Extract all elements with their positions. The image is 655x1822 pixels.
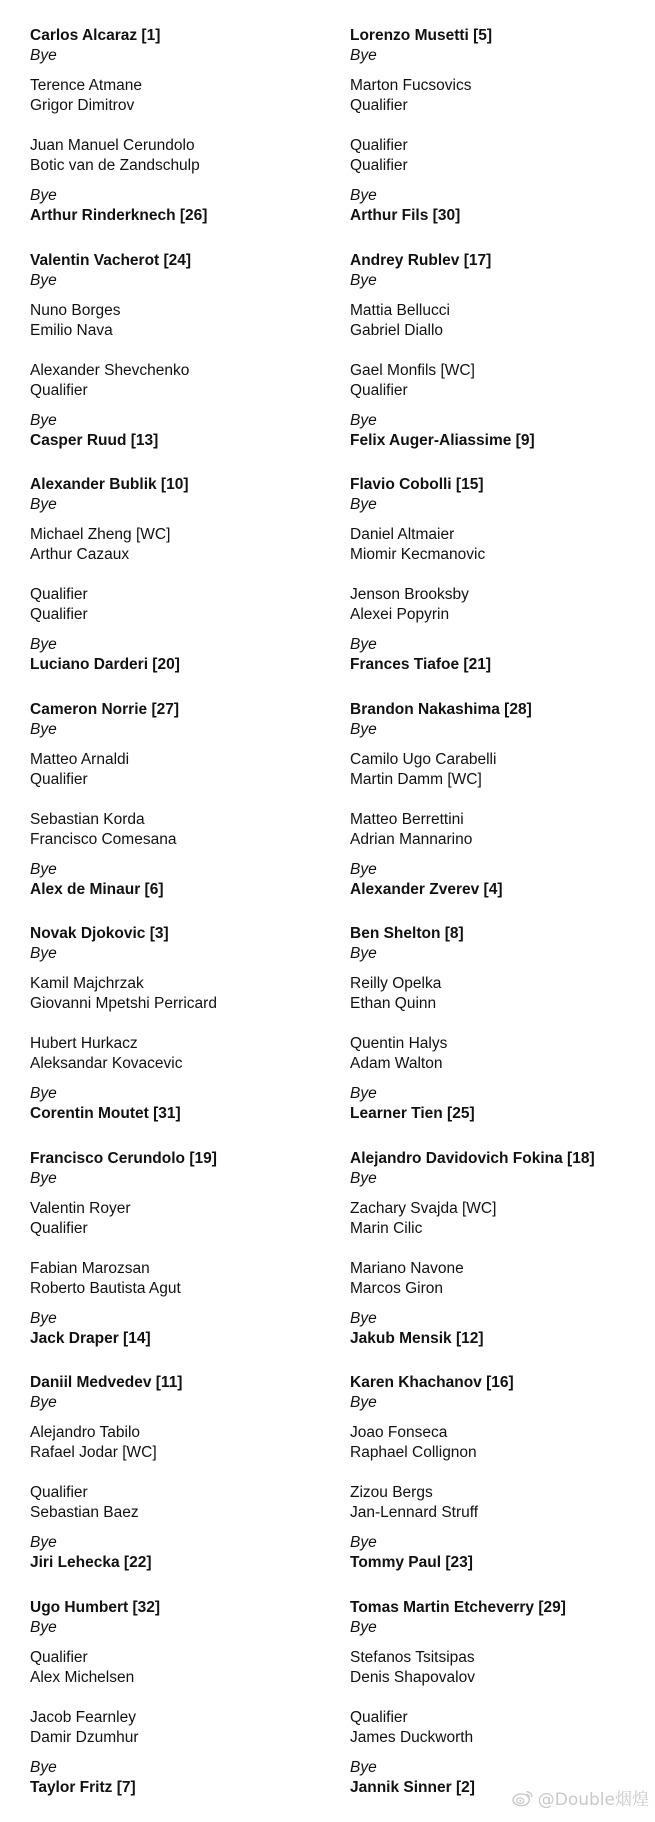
spacer bbox=[30, 515, 330, 525]
player-name: Qualifier bbox=[350, 156, 650, 176]
bye-label: Bye bbox=[350, 1758, 650, 1778]
spacer bbox=[350, 625, 650, 635]
player-name: Nuno Borges bbox=[30, 301, 330, 321]
bye-label: Bye bbox=[30, 944, 330, 964]
spacer bbox=[350, 1014, 650, 1024]
draw-section bbox=[350, 700, 650, 925]
player-name: Kamil Majchrzak bbox=[30, 974, 330, 994]
player-name: James Duckworth bbox=[350, 1728, 650, 1748]
seeded-player: Jakub Mensik [12] bbox=[350, 1329, 650, 1349]
player-name: Damir Dzumhur bbox=[30, 1728, 330, 1748]
bye-label: Bye bbox=[350, 1618, 650, 1638]
player-name: Qualifier bbox=[350, 1708, 650, 1728]
draw-section bbox=[30, 251, 330, 476]
player-name: Miomir Kecmanovic bbox=[350, 545, 650, 565]
spacer bbox=[350, 1074, 650, 1084]
seeded-player: Ben Shelton [8] bbox=[350, 924, 650, 944]
spacer bbox=[350, 515, 650, 525]
spacer bbox=[350, 341, 650, 351]
spacer bbox=[30, 1074, 330, 1084]
player-name: Juan Manuel Cerundolo bbox=[30, 136, 330, 156]
spacer bbox=[350, 1698, 650, 1708]
draw-section bbox=[30, 700, 330, 925]
spacer bbox=[30, 1413, 330, 1423]
draw-section bbox=[30, 1373, 330, 1598]
seeded-player: Luciano Darderi [20] bbox=[30, 655, 330, 675]
spacer bbox=[350, 1523, 650, 1533]
spacer bbox=[350, 1463, 650, 1473]
draw-section bbox=[350, 924, 650, 1149]
player-name: Qualifier bbox=[350, 96, 650, 116]
draw-section bbox=[30, 1598, 330, 1822]
player-name: Rafael Jodar [WC] bbox=[30, 1443, 330, 1463]
seeded-player: Tommy Paul [23] bbox=[350, 1553, 650, 1573]
spacer bbox=[30, 790, 330, 800]
spacer bbox=[350, 401, 650, 411]
bye-label: Bye bbox=[30, 1393, 330, 1413]
player-name: Roberto Bautista Agut bbox=[30, 1279, 330, 1299]
spacer bbox=[30, 126, 330, 136]
spacer bbox=[30, 66, 330, 76]
draw-section bbox=[350, 1149, 650, 1374]
spacer bbox=[350, 176, 650, 186]
spacer bbox=[30, 740, 330, 750]
seeded-player: Francisco Cerundolo [19] bbox=[30, 1149, 330, 1169]
seeded-player: Jannik Sinner [2] bbox=[350, 1778, 650, 1798]
player-name: Mariano Navone bbox=[350, 1259, 650, 1279]
spacer bbox=[30, 1463, 330, 1473]
seeded-player: Alex de Minaur [6] bbox=[30, 880, 330, 900]
bye-label: Bye bbox=[350, 1393, 650, 1413]
spacer bbox=[350, 116, 650, 126]
seeded-player: Taylor Fritz [7] bbox=[30, 1778, 330, 1798]
player-name: Jenson Brooksby bbox=[350, 585, 650, 605]
player-name: Sebastian Korda bbox=[30, 810, 330, 830]
spacer bbox=[350, 740, 650, 750]
spacer bbox=[350, 1239, 650, 1249]
spacer bbox=[30, 575, 330, 585]
player-name: Quentin Halys bbox=[350, 1034, 650, 1054]
seeded-player: Karen Khachanov [16] bbox=[350, 1373, 650, 1393]
player-name: Alexei Popyrin bbox=[350, 605, 650, 625]
seeded-player: Felix Auger-Aliassime [9] bbox=[350, 431, 650, 451]
bye-label: Bye bbox=[30, 1758, 330, 1778]
spacer bbox=[350, 575, 650, 585]
seeded-player: Arthur Fils [30] bbox=[350, 206, 650, 226]
bye-label: Bye bbox=[30, 411, 330, 431]
bye-label: Bye bbox=[350, 495, 650, 515]
player-name: Grigor Dimitrov bbox=[30, 96, 330, 116]
seeded-player: Ugo Humbert [32] bbox=[30, 1598, 330, 1618]
bye-label: Bye bbox=[350, 1169, 650, 1189]
player-name: Ethan Quinn bbox=[350, 994, 650, 1014]
player-name: Gael Monfils [WC] bbox=[350, 361, 650, 381]
spacer bbox=[30, 176, 330, 186]
spacer bbox=[350, 1024, 650, 1034]
player-name: Mattia Bellucci bbox=[350, 301, 650, 321]
seeded-player: Arthur Rinderknech [26] bbox=[30, 206, 330, 226]
bye-label: Bye bbox=[30, 720, 330, 740]
bye-label: Bye bbox=[30, 1084, 330, 1104]
spacer bbox=[30, 565, 330, 575]
spacer bbox=[30, 1473, 330, 1483]
spacer bbox=[30, 1239, 330, 1249]
seeded-player: Alexander Zverev [4] bbox=[350, 880, 650, 900]
bye-label: Bye bbox=[350, 186, 650, 206]
draw-section bbox=[350, 1373, 650, 1598]
player-name: Terence Atmane bbox=[30, 76, 330, 96]
spacer bbox=[30, 1698, 330, 1708]
seeded-player: Cameron Norrie [27] bbox=[30, 700, 330, 720]
draw-column-left bbox=[30, 26, 330, 1822]
player-name: Zizou Bergs bbox=[350, 1483, 650, 1503]
bye-label: Bye bbox=[30, 1309, 330, 1329]
draw-section bbox=[30, 1149, 330, 1374]
bye-label: Bye bbox=[350, 1309, 650, 1329]
bye-label: Bye bbox=[30, 186, 330, 206]
bye-label: Bye bbox=[350, 271, 650, 291]
player-name: Valentin Royer bbox=[30, 1199, 330, 1219]
spacer bbox=[30, 964, 330, 974]
seeded-player: Jiri Lehecka [22] bbox=[30, 1553, 330, 1573]
player-name: Martin Damm [WC] bbox=[350, 770, 650, 790]
spacer bbox=[350, 565, 650, 575]
spacer bbox=[30, 1638, 330, 1648]
bye-label: Bye bbox=[30, 1169, 330, 1189]
watermark bbox=[512, 1785, 649, 1810]
bye-label: Bye bbox=[30, 635, 330, 655]
draw-section bbox=[30, 924, 330, 1149]
bye-label: Bye bbox=[350, 944, 650, 964]
player-name: Marton Fucsovics bbox=[350, 76, 650, 96]
player-name: Giovanni Mpetshi Perricard bbox=[30, 994, 330, 1014]
draw-section bbox=[30, 475, 330, 700]
seeded-player: Tomas Martin Etcheverry [29] bbox=[350, 1598, 650, 1618]
player-name: Hubert Hurkacz bbox=[30, 1034, 330, 1054]
seeded-player: Jack Draper [14] bbox=[30, 1329, 330, 1349]
player-name: Daniel Altmaier bbox=[350, 525, 650, 545]
draw-section bbox=[350, 475, 650, 700]
watermark-text: @Double烟煌 bbox=[538, 1785, 649, 1810]
draw-column-right bbox=[350, 26, 650, 1822]
spacer bbox=[350, 850, 650, 860]
player-name: Qualifier bbox=[30, 1483, 330, 1503]
spacer bbox=[350, 66, 650, 76]
draw-section bbox=[350, 26, 650, 251]
player-name: Joao Fonseca bbox=[350, 1423, 650, 1443]
player-name: Denis Shapovalov bbox=[350, 1668, 650, 1688]
player-name: Marin Cilic bbox=[350, 1219, 650, 1239]
spacer bbox=[350, 1473, 650, 1483]
seeded-player: Daniil Medvedev [11] bbox=[30, 1373, 330, 1393]
seeded-player: Valentin Vacherot [24] bbox=[30, 251, 330, 271]
bye-label: Bye bbox=[350, 1084, 650, 1104]
seeded-player: Brandon Nakashima [28] bbox=[350, 700, 650, 720]
player-name: Jacob Fearnley bbox=[30, 1708, 330, 1728]
bye-label: Bye bbox=[30, 46, 330, 66]
seeded-player: Alejandro Davidovich Fokina [18] bbox=[350, 1149, 650, 1169]
seeded-player: Andrey Rublev [17] bbox=[350, 251, 650, 271]
spacer bbox=[350, 1748, 650, 1758]
draw-section bbox=[30, 26, 330, 251]
player-name: Qualifier bbox=[350, 136, 650, 156]
weibo-logo-icon bbox=[512, 1789, 534, 1807]
player-name: Adrian Mannarino bbox=[350, 830, 650, 850]
spacer bbox=[350, 1638, 650, 1648]
player-name: Botic van de Zandschulp bbox=[30, 156, 330, 176]
player-name: Aleksandar Kovacevic bbox=[30, 1054, 330, 1074]
spacer bbox=[350, 1688, 650, 1698]
player-name: Zachary Svajda [WC] bbox=[350, 1199, 650, 1219]
spacer bbox=[30, 401, 330, 411]
spacer bbox=[350, 1189, 650, 1199]
spacer bbox=[30, 291, 330, 301]
bye-label: Bye bbox=[350, 635, 650, 655]
player-name: Raphael Collignon bbox=[350, 1443, 650, 1463]
bye-label: Bye bbox=[350, 46, 650, 66]
player-name: Jan-Lennard Struff bbox=[350, 1503, 650, 1523]
seeded-player: Novak Djokovic [3] bbox=[30, 924, 330, 944]
player-name: Qualifier bbox=[30, 1219, 330, 1239]
player-name: Sebastian Baez bbox=[30, 1503, 330, 1523]
draw-section bbox=[350, 251, 650, 476]
seeded-player: Carlos Alcaraz [1] bbox=[30, 26, 330, 46]
spacer bbox=[30, 800, 330, 810]
player-name: Qualifier bbox=[30, 585, 330, 605]
player-name: Alex Michelsen bbox=[30, 1668, 330, 1688]
spacer bbox=[350, 1413, 650, 1423]
bye-label: Bye bbox=[350, 1533, 650, 1553]
spacer bbox=[30, 1014, 330, 1024]
spacer bbox=[30, 1748, 330, 1758]
spacer bbox=[30, 1249, 330, 1259]
player-name: Qualifier bbox=[30, 605, 330, 625]
spacer bbox=[30, 850, 330, 860]
player-name: Camilo Ugo Carabelli bbox=[350, 750, 650, 770]
player-name: Qualifier bbox=[350, 381, 650, 401]
player-name: Emilio Nava bbox=[30, 321, 330, 341]
seeded-player: Frances Tiafoe [21] bbox=[350, 655, 650, 675]
seeded-player: Flavio Cobolli [15] bbox=[350, 475, 650, 495]
player-name: Adam Walton bbox=[350, 1054, 650, 1074]
bye-label: Bye bbox=[350, 411, 650, 431]
spacer bbox=[30, 1299, 330, 1309]
spacer bbox=[30, 116, 330, 126]
player-name: Marcos Giron bbox=[350, 1279, 650, 1299]
spacer bbox=[350, 964, 650, 974]
player-name: Fabian Marozsan bbox=[30, 1259, 330, 1279]
player-name: Francisco Comesana bbox=[30, 830, 330, 850]
spacer bbox=[350, 790, 650, 800]
spacer bbox=[350, 1299, 650, 1309]
player-name: Alexander Shevchenko bbox=[30, 361, 330, 381]
spacer bbox=[30, 1024, 330, 1034]
player-name: Qualifier bbox=[30, 770, 330, 790]
player-name: Matteo Arnaldi bbox=[30, 750, 330, 770]
spacer bbox=[350, 291, 650, 301]
player-name: Alejandro Tabilo bbox=[30, 1423, 330, 1443]
seeded-player: Alexander Bublik [10] bbox=[30, 475, 330, 495]
seeded-player: Learner Tien [25] bbox=[350, 1104, 650, 1124]
player-name: Reilly Opelka bbox=[350, 974, 650, 994]
spacer bbox=[30, 1688, 330, 1698]
spacer bbox=[30, 351, 330, 361]
bye-label: Bye bbox=[350, 720, 650, 740]
spacer bbox=[30, 341, 330, 351]
player-name: Qualifier bbox=[30, 1648, 330, 1668]
bye-label: Bye bbox=[30, 495, 330, 515]
spacer bbox=[30, 1189, 330, 1199]
spacer bbox=[350, 351, 650, 361]
bye-label: Bye bbox=[30, 271, 330, 291]
spacer bbox=[350, 1249, 650, 1259]
seeded-player: Corentin Moutet [31] bbox=[30, 1104, 330, 1124]
bye-label: Bye bbox=[350, 860, 650, 880]
player-name: Arthur Cazaux bbox=[30, 545, 330, 565]
spacer bbox=[30, 1523, 330, 1533]
spacer bbox=[30, 625, 330, 635]
bye-label: Bye bbox=[30, 860, 330, 880]
player-name: Michael Zheng [WC] bbox=[30, 525, 330, 545]
player-name: Qualifier bbox=[30, 381, 330, 401]
player-name: Stefanos Tsitsipas bbox=[350, 1648, 650, 1668]
bye-label: Bye bbox=[30, 1533, 330, 1553]
seeded-player: Lorenzo Musetti [5] bbox=[350, 26, 650, 46]
player-name: Gabriel Diallo bbox=[350, 321, 650, 341]
spacer bbox=[350, 126, 650, 136]
bye-label: Bye bbox=[30, 1618, 330, 1638]
player-name: Matteo Berrettini bbox=[350, 810, 650, 830]
spacer bbox=[350, 800, 650, 810]
seeded-player: Casper Ruud [13] bbox=[30, 431, 330, 451]
